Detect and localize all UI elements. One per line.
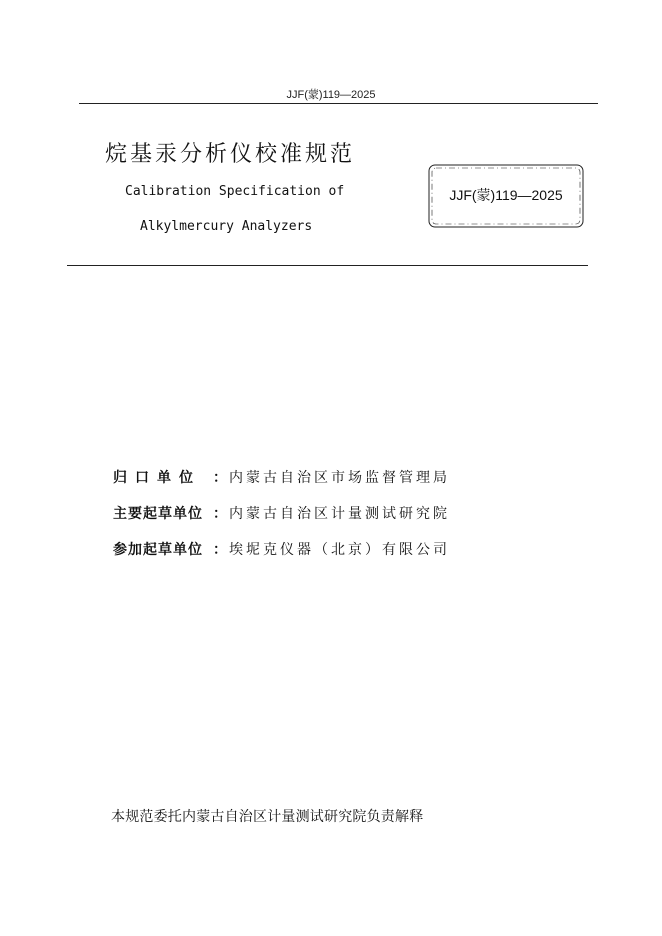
header-rule xyxy=(79,103,598,104)
unit-label: 主要起草单位 xyxy=(113,506,203,522)
interpretation-note: 本规范委托内蒙古自治区计量测试研究院负责解释 xyxy=(111,809,424,825)
unit-colon: ： xyxy=(213,470,227,486)
title-chinese: 烷基汞分析仪校准规范 xyxy=(105,142,356,167)
drafting-units xyxy=(113,460,533,568)
unit-colon: ： xyxy=(213,542,227,558)
specification-code: JJF(蒙)119—2025 xyxy=(449,187,563,203)
unit-value: 内蒙古自治区市场监督管理局 xyxy=(229,470,450,486)
unit-row-responsible xyxy=(113,460,533,496)
unit-label: 归口单位 xyxy=(113,470,201,486)
unit-row-participating-drafter xyxy=(113,532,533,568)
unit-value: 内蒙古自治区计量测试研究院 xyxy=(229,506,450,522)
unit-row-main-drafter xyxy=(113,496,533,532)
title-rule xyxy=(67,265,588,266)
title-english-line2: Alkylmercury Analyzers xyxy=(140,219,313,234)
unit-value: 埃坭克仪器（北京）有限公司 xyxy=(229,542,450,558)
specification-code-box xyxy=(426,162,586,230)
unit-colon: ： xyxy=(213,506,227,522)
unit-label: 参加起草单位 xyxy=(113,542,203,558)
running-header: JJF(蒙)119—2025 xyxy=(286,89,376,101)
title-english-line1: Calibration Specification of xyxy=(125,184,345,199)
